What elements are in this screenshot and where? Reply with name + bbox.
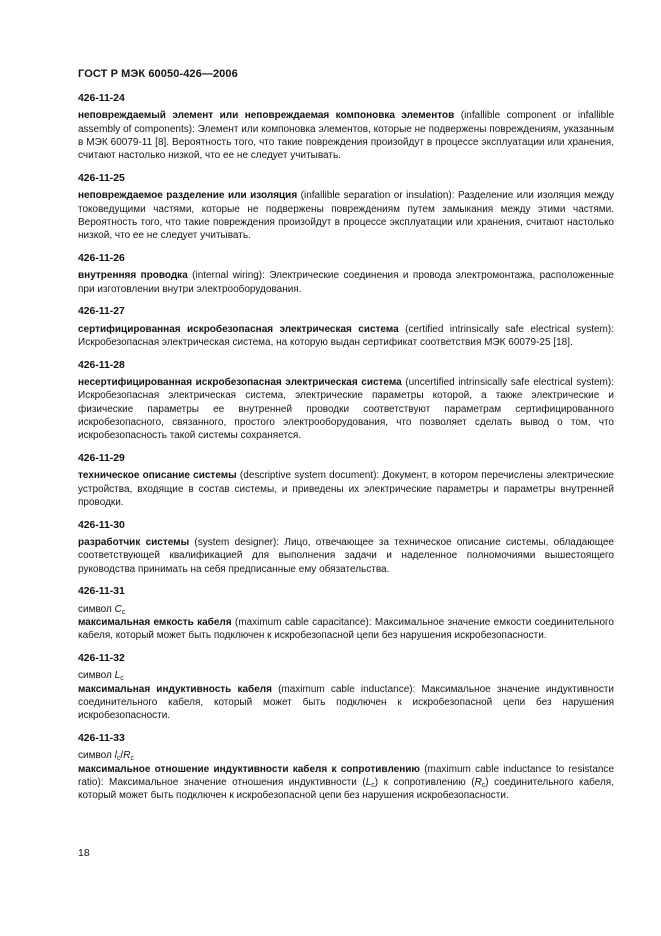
entry-number: 426-11-26: [78, 252, 125, 264]
entry-number: 426-11-29: [78, 453, 125, 465]
term-definition: (infallible separation or insulation): Разделение или изоляция между токоведущими частями, которые не подвержены повреждениям путем замыкания между этими частями. Вероятность того, что такие повреждения произойдут в процессе эксплуатации или хранения, считают настолько низкой, что ее не следует учитывать.: [78, 190, 614, 242]
symbol-line: [78, 603, 614, 616]
term-entry: [78, 732, 614, 802]
symbol-subscript: c: [121, 608, 126, 616]
term-name: максимальная индуктивность кабеля: [78, 683, 272, 695]
entry-body: [78, 189, 614, 242]
term-entry: [78, 359, 614, 443]
entry-number: 426-11-27: [78, 306, 125, 318]
term-definition: (system designer): Лицо, отвечающее за техническое описание системы, обладающее соответствующей квалификацией для выполнения задачи и наделенное полномочиями вышестоящего руководства принимать на себя предписанные ему обязательства.: [78, 537, 614, 575]
term-name: несертифицированная искробезопасная электрическая система: [78, 377, 402, 389]
entry-body: [78, 269, 614, 296]
entry-number: 426-11-24: [78, 93, 125, 104]
inline-symbol-subscript: c: [371, 781, 375, 789]
symbol-main: R: [123, 750, 131, 762]
term-entry: [78, 252, 614, 296]
term-entry: [78, 585, 614, 642]
symbol-main: C: [114, 603, 122, 615]
term-entry: [78, 92, 614, 162]
term-name: внутренняя проводка: [78, 270, 188, 282]
entry-number: 426-11-32: [78, 653, 125, 665]
term-name: техническое описание системы: [78, 470, 237, 482]
symbol-line: [78, 749, 614, 762]
symbol-subscript: c: [130, 755, 134, 763]
term-definition: (infallible component or infallible assembly of components): Элемент или компоновка элементов, которые не подвержены повреждениям, указанным в МЭК 60079-11 [8]. Вероятность того, что такие повреждения произойдут в процессе эксплуатации или хранения, считают настолько низкой, что ее не следует учитывать.: [78, 110, 615, 162]
term-definition: (uncertified intrinsically safe electrical system): Искробезопасная электрическая система, электрические параметры которой, а также электрические и физические параметры ее внутренней проводки соответствуют параметрам сертифицированного искробезопасного, связанного, простого электрооборудования, что позволяет сделать вывод о том, что искробезопасность такой системы сохраняется.: [78, 377, 614, 442]
term-entry: [78, 172, 614, 242]
entry-body: [78, 616, 614, 643]
document-header: ГОСТ Р МЭК 60050-426—2006: [78, 68, 238, 80]
term-entry: [78, 452, 614, 509]
term-name: сертифицированная искробезопасная электрическая система: [78, 323, 399, 335]
term-definition-part: ) соединительного кабеля, который может быть подключен к искробезопасной цепи без нарушения искробезопасности.: [78, 776, 615, 802]
term-entry: [78, 652, 614, 722]
entry-number: 426-11-25: [78, 172, 125, 184]
term-name: максимальное отношение индуктивности кабеля к сопротивлению: [78, 763, 420, 775]
term-definition-part: (maximum cable inductance to resistance ratio): Максимальное значение отношения индуктивности (: [78, 763, 614, 788]
term-definition: (certified intrinsically safe electrical system): Искробезопасная электрическая система, на которую выдан сертификат соответствия МЭК 60079-25 [18].: [78, 323, 614, 348]
entry-number: 426-11-30: [78, 519, 125, 531]
symbol-label: символ: [78, 750, 115, 762]
inline-symbol-subscript: c: [481, 781, 486, 789]
entry-number: 426-11-33: [78, 733, 125, 745]
entry-number: 426-11-31: [78, 586, 125, 598]
entry-body: [78, 763, 614, 803]
term-name: максимальная емкость кабеля: [78, 617, 232, 628]
term-name: разработчик системы: [78, 537, 190, 549]
entry-body: [78, 323, 614, 350]
term-definition: (internal wiring): Электрические соединения и провода электромонтажа, расположенные при изготовлении внутри электрооборудования.: [78, 270, 614, 295]
symbol-label: символ: [78, 670, 115, 682]
term-name: неповреждаемое разделение или изоляция: [78, 190, 298, 202]
term-entry: [78, 305, 614, 349]
term-definition: (maximum cable inductance): Максимальное значение индуктивности соединительного кабеля, который может быть подключен к искробезопасной цепи без нарушения искробезопасности.: [78, 683, 614, 722]
entry-body: [78, 536, 614, 576]
symbol-subscript: c: [120, 675, 124, 683]
term-definition: (descriptive system document): Документ, в котором перечислены электрические устройства, входящие в состав системы, и приведены их электрические параметры и параметры внутренней проводки.: [78, 470, 614, 508]
symbol-main: l: [114, 750, 117, 762]
entry-body: [78, 683, 614, 723]
symbol-subscript: c: [116, 755, 121, 763]
term-definition: (maximum cable capacitance): Максимальное значение емкости соединительного кабеля, который может быть подключен к искробезопасной цепи без нарушения искробезопасности.: [78, 617, 614, 642]
inline-symbol: L: [365, 776, 372, 788]
term-name: неповреждаемый элемент или неповреждаемая компоновка элементов: [78, 110, 455, 122]
symbol-main: L: [114, 670, 121, 682]
term-definition-part: ) к сопротивлению (: [374, 776, 475, 788]
symbol-line: [78, 669, 614, 682]
symbol-label: символ: [78, 603, 115, 615]
terms-list: [78, 92, 614, 812]
entry-body: [78, 376, 614, 442]
term-entry: [78, 519, 614, 576]
entry-body: [78, 109, 614, 162]
symbol-slash: /: [120, 750, 124, 762]
page-number: 18: [78, 847, 90, 859]
inline-symbol: R: [474, 776, 482, 788]
entry-body: [78, 469, 614, 509]
entry-number: 426-11-28: [78, 359, 125, 371]
